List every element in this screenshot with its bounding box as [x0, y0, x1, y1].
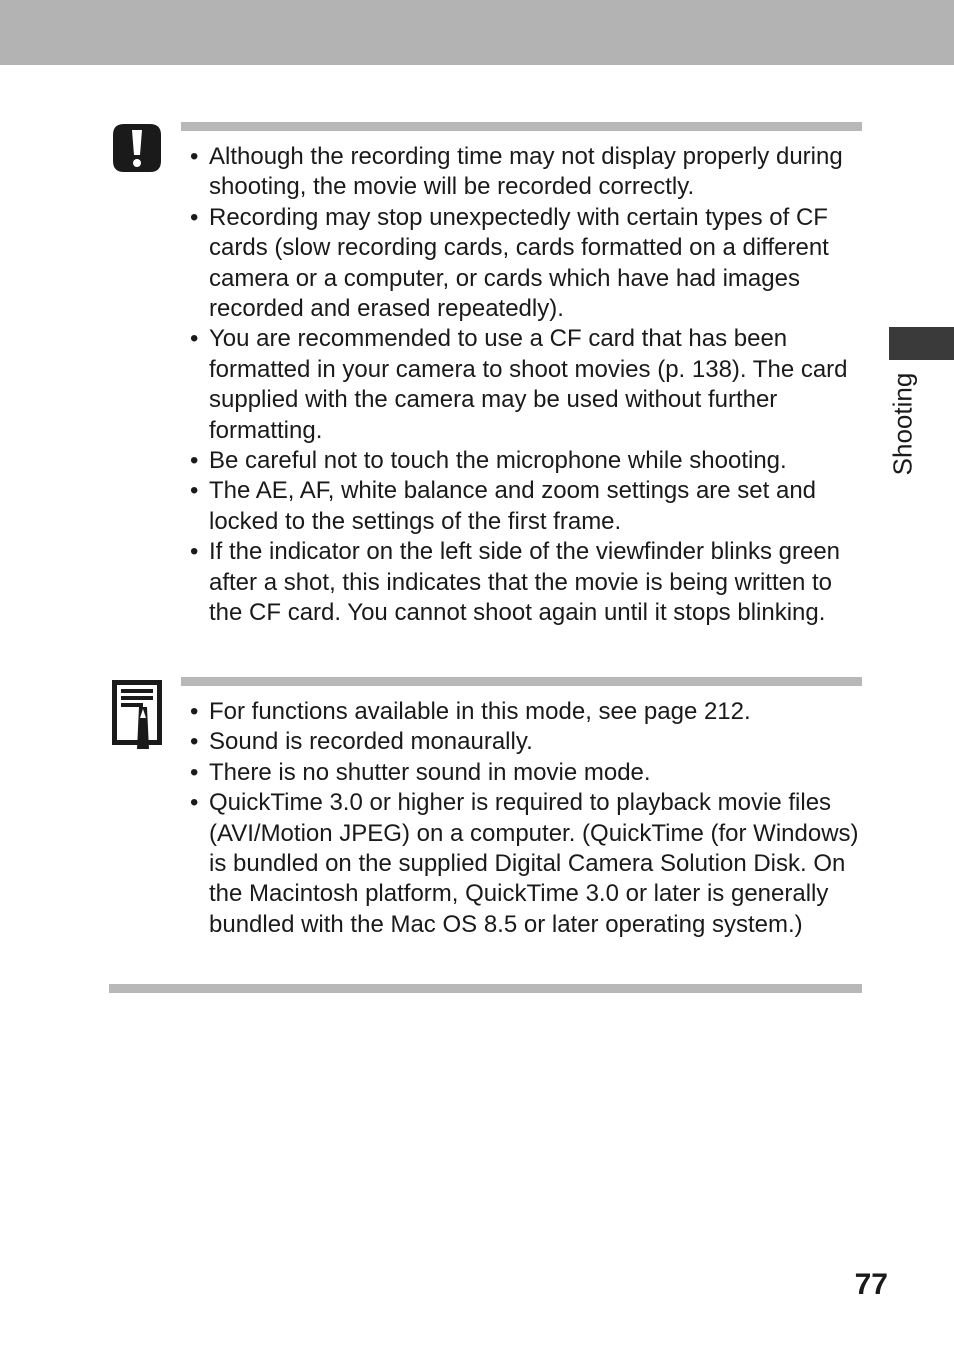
caution-icon	[110, 121, 164, 180]
notes-list	[190, 697, 862, 940]
caution-item: • If the indicator on the left side of the viewfinder blinks green after a shot, this indicates that the movie is being written to the CF card. You cannot shoot again until it stops blinking.	[190, 537, 862, 628]
note-item: • Sound is recorded monaurally.	[190, 727, 862, 757]
chapter-tab	[889, 327, 954, 360]
page-number: 77	[854, 1268, 888, 1301]
caution-item: • Although the recording time may not display properly during shooting, the movie will be recorded correctly.	[190, 142, 862, 203]
caution-item: • Recording may stop unexpectedly with certain types of CF cards (slow recording cards, cards formatted on a different camera or a computer, or cards which have had images recorded and erased repeatedly).	[190, 203, 862, 325]
header-band	[0, 0, 954, 65]
caution-item: • The AE, AF, white balance and zoom settings are set and locked to the settings of the first frame.	[190, 476, 862, 537]
note-item: • For functions available in this mode, see page 212.	[190, 697, 862, 727]
caution-item: • You are recommended to use a CF card that has been formatted in your camera to shoot movies (p. 138). The card supplied with the camera may be used without further formatting.	[190, 324, 862, 446]
caution-top-rule	[181, 122, 862, 131]
notes-top-rule	[181, 677, 862, 686]
section-bottom-rule	[109, 984, 862, 993]
note-icon	[110, 678, 166, 755]
caution-list	[190, 142, 862, 629]
caution-item: • Be careful not to touch the microphone while shooting.	[190, 446, 862, 476]
chapter-label-text: Shooting	[887, 372, 918, 476]
note-item: • There is no shutter sound in movie mode.	[190, 758, 862, 788]
note-item: • QuickTime 3.0 or higher is required to playback movie files (AVI/Motion JPEG) on a computer. (QuickTime (for Windows) is bundled on the supplied Digital Camera Solution Disk. On the Macintosh platform, QuickTime 3.0 or later is generally bundled with the Mac OS 8.5 or later operating system.)	[190, 788, 862, 940]
